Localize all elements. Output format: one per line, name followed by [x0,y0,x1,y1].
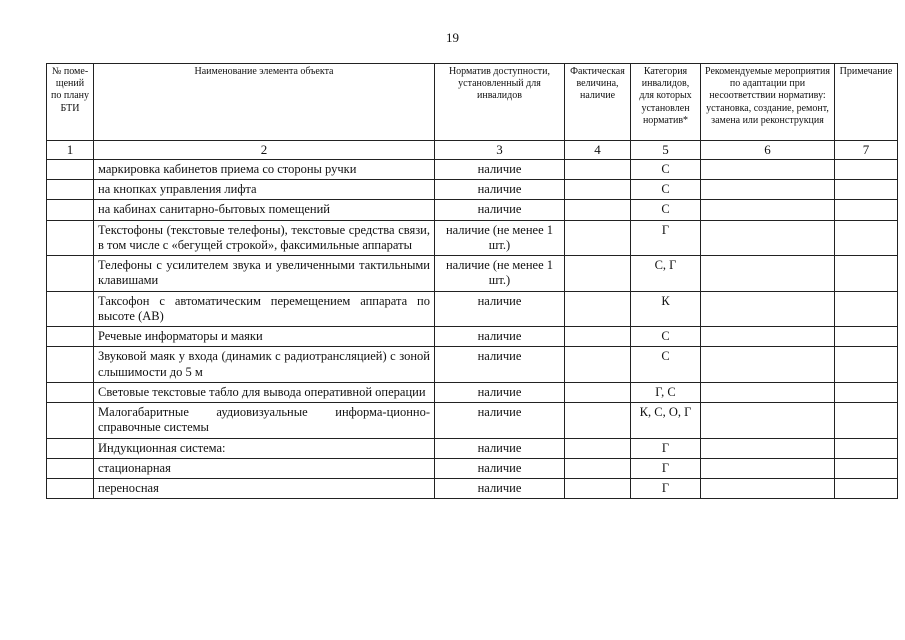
element-name-cell: на кабинах санитарно-бытовых помещений [94,200,435,220]
norm-cell: наличие (не менее 1 шт.) [435,256,565,292]
category-cell: С [631,180,701,200]
actual-value-cell [565,159,631,179]
element-name-cell: Речевые информаторы и маяки [94,327,435,347]
table-row [47,438,898,458]
norm-cell: наличие [435,180,565,200]
table-row [47,159,898,179]
room-number-cell [47,291,94,327]
actual-value-cell [565,327,631,347]
room-number-cell [47,220,94,256]
element-name-cell: стационарная [94,458,435,478]
note-cell [835,382,898,402]
actual-value-cell [565,458,631,478]
column-number: 5 [631,141,701,160]
room-number-cell [47,200,94,220]
category-cell: Г [631,458,701,478]
recommended-measures-cell [701,200,835,220]
category-cell: Г [631,479,701,499]
actual-value-cell [565,256,631,292]
table-row [47,479,898,499]
table-row [47,458,898,478]
category-cell: К [631,291,701,327]
note-cell [835,327,898,347]
header-recommended-measures: Рекомендуемые мероприятия по адаптации при несоответствии нормативу: установка, создание, ремонт, замена или реконструкция [701,64,835,141]
recommended-measures-cell [701,479,835,499]
category-cell: К, С, О, Г [631,403,701,439]
column-number: 6 [701,141,835,160]
category-cell: С [631,347,701,383]
room-number-cell [47,159,94,179]
category-cell: С [631,159,701,179]
column-number-row [47,141,898,160]
recommended-measures-cell [701,438,835,458]
element-name-cell: Телефоны с усилителем звука и увеличенными тактильными клавишами [94,256,435,292]
actual-value-cell [565,438,631,458]
actual-value-cell [565,382,631,402]
recommended-measures-cell [701,159,835,179]
header-row [47,64,898,141]
header-category: Категория инвалидов, для которых установлен норматив* [631,64,701,141]
note-cell [835,291,898,327]
table-row [47,256,898,292]
accessibility-table [46,63,898,499]
category-cell: С, Г [631,256,701,292]
norm-cell: наличие (не менее 1 шт.) [435,220,565,256]
note-cell [835,159,898,179]
recommended-measures-cell [701,347,835,383]
note-cell [835,438,898,458]
room-number-cell [47,479,94,499]
note-cell [835,180,898,200]
norm-cell: наличие [435,327,565,347]
actual-value-cell [565,200,631,220]
note-cell [835,479,898,499]
norm-cell: наличие [435,347,565,383]
norm-cell: наличие [435,458,565,478]
column-number: 7 [835,141,898,160]
norm-cell: наличие [435,159,565,179]
norm-cell: наличие [435,438,565,458]
actual-value-cell [565,403,631,439]
category-cell: Г [631,438,701,458]
element-name-cell: Малогабаритные аудиовизуальные информа-ционно-справочные системы [94,403,435,439]
header-element-name: Наименование элемента объекта [94,64,435,141]
header-note: Примечание [835,64,898,141]
element-name-cell: Звуковой маяк у входа (динамик с радиотрансляцией) с зоной слышимости до 5 м [94,347,435,383]
room-number-cell [47,347,94,383]
table-row [47,180,898,200]
element-name-cell: Таксофон с автоматическим перемещением аппарата по высоте (АВ) [94,291,435,327]
category-cell: С [631,327,701,347]
room-number-cell [47,458,94,478]
note-cell [835,458,898,478]
header-norm: Норматив доступности, установленный для инвалидов [435,64,565,141]
room-number-cell [47,327,94,347]
category-cell: Г, С [631,382,701,402]
recommended-measures-cell [701,220,835,256]
table-body [47,159,898,499]
category-cell: Г [631,220,701,256]
element-name-cell: на кнопках управления лифта [94,180,435,200]
norm-cell: наличие [435,479,565,499]
norm-cell: наличие [435,291,565,327]
actual-value-cell [565,347,631,383]
recommended-measures-cell [701,256,835,292]
element-name-cell: маркировка кабинетов приема со стороны ручки [94,159,435,179]
element-name-cell: Текстофоны (текстовые телефоны), текстовые средства связи, в том числе с «бегущей строкой», факсимильные аппараты [94,220,435,256]
table-row [47,403,898,439]
element-name-cell: Световые текстовые табло для вывода оперативной операции [94,382,435,402]
note-cell [835,347,898,383]
column-number: 3 [435,141,565,160]
room-number-cell [47,403,94,439]
norm-cell: наличие [435,382,565,402]
header-actual-value: Фактическая величина, наличие [565,64,631,141]
note-cell [835,200,898,220]
table-row [47,220,898,256]
category-cell: С [631,200,701,220]
table-row [47,327,898,347]
recommended-measures-cell [701,180,835,200]
recommended-measures-cell [701,382,835,402]
element-name-cell: переносная [94,479,435,499]
element-name-cell: Индукционная система: [94,438,435,458]
table-row [47,200,898,220]
norm-cell: наличие [435,200,565,220]
header-room-number: № поме-щений по плану БТИ [47,64,94,141]
page-number: 19 [446,30,459,45]
room-number-cell [47,256,94,292]
actual-value-cell [565,479,631,499]
note-cell [835,403,898,439]
column-number: 1 [47,141,94,160]
room-number-cell [47,438,94,458]
actual-value-cell [565,220,631,256]
note-cell [835,256,898,292]
room-number-cell [47,180,94,200]
actual-value-cell [565,291,631,327]
column-number: 2 [94,141,435,160]
table-row [47,347,898,383]
column-number: 4 [565,141,631,160]
table-row [47,291,898,327]
room-number-cell [47,382,94,402]
norm-cell: наличие [435,403,565,439]
table-row [47,382,898,402]
recommended-measures-cell [701,403,835,439]
note-cell [835,220,898,256]
recommended-measures-cell [701,458,835,478]
recommended-measures-cell [701,291,835,327]
actual-value-cell [565,180,631,200]
recommended-measures-cell [701,327,835,347]
